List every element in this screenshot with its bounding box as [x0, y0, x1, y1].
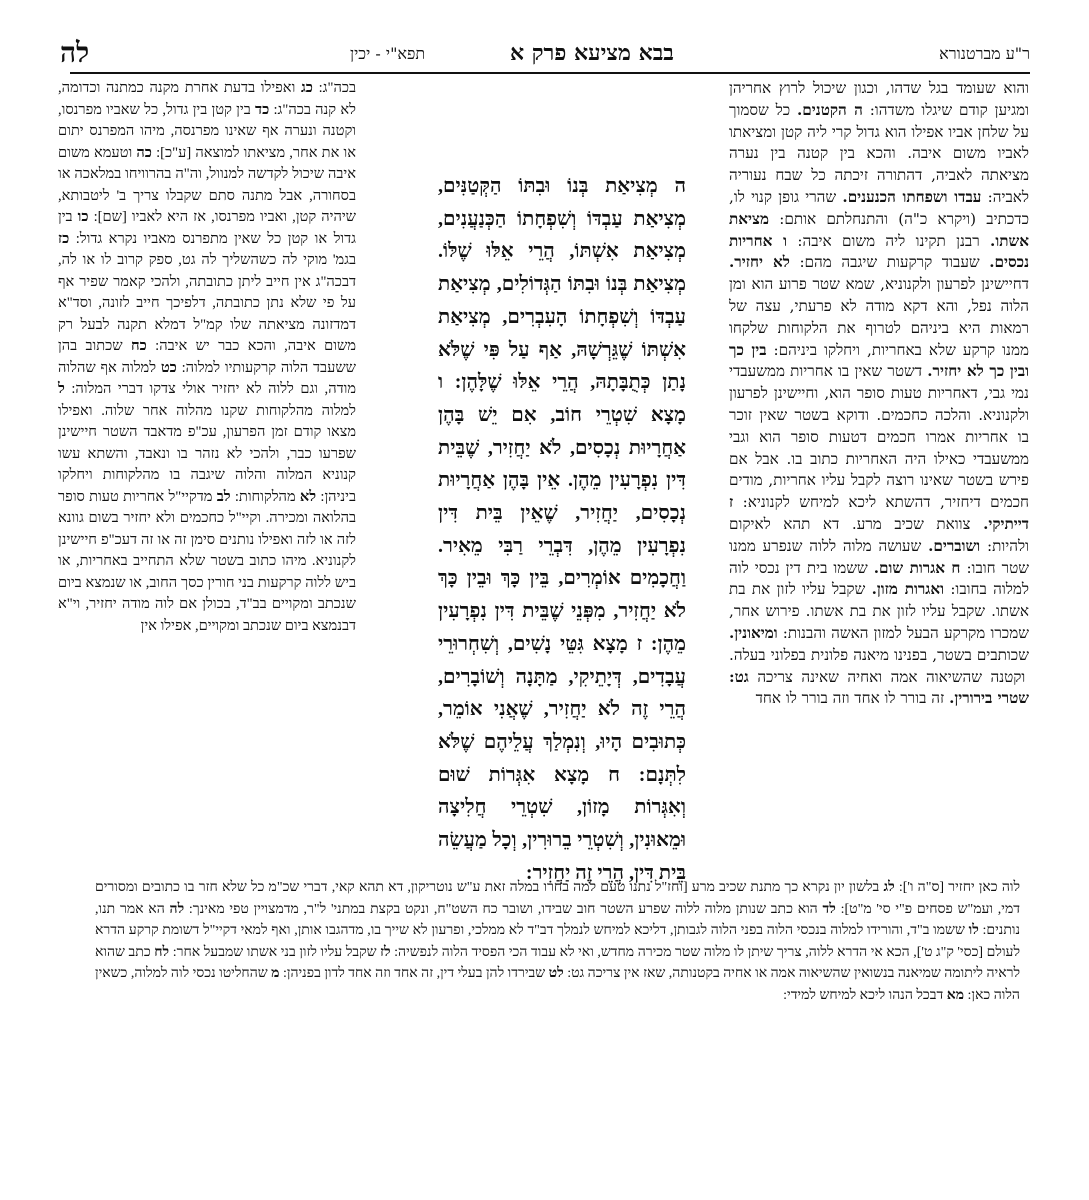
yachin-para: [169, 945, 390, 960]
mishnah-number: ז: [636, 632, 643, 655]
para-lead: מ: [271, 966, 280, 981]
para-text: למלוה אף שהלוה מודה, וגם ללוה לא יחזיר אולי צדקו דברי המלוה:: [58, 359, 356, 397]
mishnah-number: ח: [608, 763, 620, 786]
para-text: שקבל עליו לזון את בת אשתו. שקבל עליו לזון את בת אשתו. פירוש אחר, שמכרו מקרקע הבעל למזון האשה והבנות:: [729, 580, 1029, 642]
para-lead: ומיאונין.: [729, 623, 778, 642]
page-header: [60, 38, 1030, 72]
para-lead: לד: [822, 901, 836, 917]
para-text: בין קטן בין גדול, כל שאביו מפרנסו, וקטנה ונערה אף שאינו מפרנסה, מיהו המפרנס יתום או את אחר, מציאתו למוצאה [ע"כ]:: [58, 101, 356, 161]
para-text: שבירדו להן בעלי דין, זה אחד וזה אחד לדון בפניהן:: [283, 966, 549, 981]
para-text: שהרי גופן קנוי לו, כדכתיב (ויקרא כ"ה) והתנחלתם אותם:: [729, 187, 1029, 228]
para-text: שעבוד קרקעות שיגבה מהם:: [799, 253, 990, 272]
yachin-para: [184, 902, 836, 917]
para-lead: לח: [154, 944, 170, 960]
yachin-bottom-block: [95, 877, 1020, 1006]
para-text: שקבל עליו לזון בני אשתו שמבעל אחר:: [172, 944, 381, 960]
para-text: זה בורר לו אחד וזה בורר לו אחד: [755, 689, 950, 708]
para-lead: לא יחזיר.: [729, 253, 790, 272]
para-lead: כג: [300, 80, 313, 96]
para-lead: ואגרות מזון.: [871, 580, 944, 599]
para-lead: גט:: [729, 667, 749, 686]
para-lead: כה: [136, 144, 152, 161]
tractate-title: בבא מציעא פרק א: [510, 40, 674, 66]
para-text: דשטר שאין בו אחריות ממשעבדי נמי גבי, דאחריות טעות סופר הוא, וחיישינן לפרעון ולקנוניא. והלכה כחכמים. ודוקא בשטר שאין זוכר בו אחריות אמרו חכמים דטעות סופר הוא וגבי ממשעבדי כאילו היה האחריות כתוב בו. אבל אם פירש בשטר שאינו רוצה לקבל עליו אחריות, מודים חכמים דיחזיר, דהשתא ליכא למיחש לקנוניא:: [729, 362, 1030, 512]
para-lead: לה: [169, 901, 185, 917]
para-text: מדקיי"ל אחריות טעות סופר בהלואה ומכירה. וקיי"ל כחכמים ולא יחזיר בשום גוונא לזה או לזה ואפילו נותנים סימן זה או זה דעכ"פ חיישינן לקנוניא. מיהו כתוב בשטר שלא התחייב באחריות, או ביש ללוה קרקעות בני חורין כסך החוב, או שנמצא ביום שנכתב ומקויים בב"ד, בכולן אם לוה מודה יחזיר, וי"א דבנמצא ביום שנכתב ומקויים, אפילו אין: [58, 488, 356, 634]
para-lead: לו: [968, 923, 979, 938]
bartenura-para: [729, 341, 1029, 512]
mishnah-number: ו: [438, 371, 444, 394]
para-text: כל שסמוך על שלחן אביו אפילו הוא גדול קרי ליה קטן ומציאתו לאביו משום איבה. והכא בין קטנה בין נערה מציאתה לאביה, דהתורה זיכתה כל שבח נעוריה לאביה:: [729, 100, 1029, 206]
yachin-para: [279, 966, 563, 981]
para-text: צוואת שכיב מרע. דא תהא לאיקום ולהיות:: [729, 514, 1029, 555]
para-lead: ושוברים.: [928, 536, 981, 555]
para-text: בלשון יון נקרא כך מתנת שכיב מרע [וחז"ל נתנו טעם למה בחרו במלה זאת ע"ש נוטריקון, דא תהא קאי, דברי שכ"מ כל שלא חזר בו כתובים ומסורים דמי, ועמ"ש פסחים פ"י סי' מ"ט]:: [95, 880, 1020, 917]
mishnah-column: [438, 170, 687, 884]
para-text: דחיישינן לפרעון ולקנוניא, שמא שטר פרוע הוא ומן הלוה נפל, והא דקא מודה לא פרעתי, עצה של רמאות היא ביניהם לטרוף את הלקוחות שלקחו ממנו קרקע שלא באחריות, ויחלקו ביניהם:: [729, 275, 1029, 359]
bartenura-para: [756, 689, 1029, 707]
para-text: בגמ' מוקי לה כשהשליך לה גט, ספק קרוב לו או לה, דבכה"ג אין חייב ליתן כתובתה, ולהכי קאמר שפיר אף על פי שלא נתן כתובתה, דלפיכך חייב לזונה, וסד"א דמדזונה מציאתה שלו קמ"ל דמלא תקנה לבעל רק משום איבה, והכא כבר יש איבה:: [58, 252, 356, 354]
para-lead: ו אחריות נכסים.: [729, 231, 1030, 272]
para-text: דבכל הנהו ליכא למיחש למידי:: [783, 987, 947, 1003]
yachin-para: [58, 381, 356, 505]
para-text: ששמו ב"ד, והורידו למלוה בנכסי הלוה בפני הלוה לגבותן, דליכא למיחש לנמלך דב"ד לא ממלכי, ופרעון לא שייך בו, מדהגבו אותן, ואף למאי דקיי"ל דשומת קרקע הדרא לעולם [כסי' ק"ג ט'], הכא אי הדרא ללוה, צריך שיתן לו מלוה שטר מכירה מחדש, ואי לא עבוד הכי הפסיד הלוה לנפשיה:: [95, 923, 1020, 960]
para-lead: כד: [255, 101, 270, 118]
para-lead: לא: [299, 488, 317, 505]
yachin-column: [58, 78, 356, 868]
yachin-para: [313, 80, 356, 96]
commentary-title: ר"ע מברטנורא: [939, 44, 1030, 63]
para-text: מהלקוחות:: [234, 488, 300, 505]
para-text: שהחליטו נכסי לוה למלוה, כשאין הלוה כאן:: [95, 966, 1020, 1003]
para-text: למלוה מהלקוחות שקנו מהלוה אחר שלוה. ואפילו מצאו קודם זמן הפרעון, עכ"פ מדאבד השטר חיישינן שפרעו כבר, ולהכי לא נזהר בו ונאבד, והשתא עשו קנוניא המלוה והלוה שיגבה בו מהלקוחות ויחלקו ביניהן:: [58, 402, 357, 505]
para-text: ואפילו בדעת אחרת מקנה כמתנה וכדומה, לא קנה בכה"ג:: [58, 80, 356, 118]
para-lead: ח אגרות שום.: [873, 558, 961, 577]
yachin-para: [783, 988, 964, 1003]
para-text: ששמו בית דין נכסי לוה למלוה בחובו:: [729, 558, 1029, 599]
para-text: בין גדול או קטן כל שאין מתפרנס מאביו נקרא גדול:: [58, 209, 356, 247]
para-lead: מא: [946, 987, 965, 1003]
para-text: רבנן תקינו ליה משום איבה:: [797, 231, 991, 250]
page-number: לה: [60, 38, 90, 69]
bartenura-para: [729, 668, 749, 686]
running-head-left: תפא"י - יכין: [350, 44, 426, 63]
mishnah-para: [438, 371, 686, 655]
para-lead: כו: [77, 209, 89, 225]
mishnah-text: מָצָא אִגְּרוֹת שׁוּם וְאִגְּרוֹת מָזוֹן, שִׁטְרֵי חֲלִיצָה וּמֵאוּנִין, וְשִׁטְרֵי בֵרוּרִין, וְכָל מַעֲשֵׂה בֵּית דִּין, הֲרֵי זֶה יַחֲזִיר:: [438, 763, 686, 884]
para-lead: עבדו ושפחתו הכנענים.: [842, 187, 982, 206]
para-text: הוא כתב שנותן מלוה ללוה שפרע השטר חוב שבידו, ושובר כח השט"ח, ונקט בקצת במתני' ל"ר, מדמצויין טפי מאינך:: [188, 901, 823, 917]
mishnah-text: מְצִיאַת בְּנוֹ וּבִתּוֹ הַקְּטַנִּים, מְצִיאַת עַבְדּוֹ וְשִׁפְחָתוֹ הַכְּנַעֲנִים, מְצִיאַת אִשְׁתּוֹ, הֲרֵי אֵלּוּ שֶׁלּוֹ. מְצִיאַת בְּנוֹ וּבִתּוֹ הַגְּדוֹלִים, מְצִיאַת עַבְדּוֹ וְשִׁפְחָתוֹ הָעִבְרִים, מְצִיאַת אִשְׁתּוֹ שֶׁגֵּרְשָׁהּ, אַף עַל פִּי שֶׁלֹּא נָתַן כְּתֻבָּתָהּ, הֲרֵי אֵלּוּ שֶׁלָּהֶן:: [438, 175, 687, 394]
para-lead: ז דייתיקי.: [729, 493, 1029, 533]
yachin-para: [58, 489, 356, 634]
mishnah-para: [438, 175, 686, 393]
para-lead: לט: [548, 966, 564, 981]
header-rule: [70, 72, 1030, 74]
para-text: בכה"ג:: [318, 80, 357, 96]
yachin-para: [58, 231, 356, 355]
bartenura-column: [729, 78, 1029, 868]
para-text: לוה כאן יחזיר [ס"ה ו']:: [898, 880, 1021, 895]
para-text: שכותבים בשטר, בפנינו מיאנה פלונית בפלוני בעלה. וקטנה שהשיאוה אמה ואחיה שאינה צריכה: [729, 645, 1029, 686]
mishnah-text: מָצָא גִּטֵּי נָשִׁים, וְשִׁחְרוּרֵי עֲבָדִים, דְּיָתֵיקִי, מַתָּנָה וְשׁוֹבָרִים, הֲרֵי זֶה לֹא יַחֲזִיר, שֶׁאֲנִי אוֹמֵר, כְּתוּבִים הָיוּ, וְנִמְלַךְ עֲלֵיהֶם שֶׁלֹּא לִתְּנָם:: [438, 632, 686, 786]
para-lead: לז: [380, 944, 391, 960]
mishnah-number: ה: [674, 175, 686, 197]
mishnah-text: מָצָא שִׁטְרֵי חוֹב, אִם יֵשׁ בָּהֶן אַחֲרָיוּת נְכָסִים, לֹא יַחֲזִיר, שֶׁבֵּית דִּין נִפְרָעִין מֵהֶן. אֵין בָּהֶן אַחֲרָיוּת נְכָסִים, יַחֲזִיר, שֶׁאֵין בֵּית דִּין נִפְרָעִין מֵהֶן, דִּבְרֵי רַבִּי מֵאִיר. וַחֲכָמִים אוֹמְרִים, בֵּין כָּךְ וּבֵין כָּךְ לֹא יַחֲזִיר, מִפְּנֵי שֶׁבֵּית דִּין נִפְרָעִין מֵהֶן:: [438, 403, 686, 655]
para-lead: בין כך ובין כך לא יחזיר.: [729, 340, 1029, 381]
para-text: שכתוב בהן ששעבד הלוה קרקעותיו למלוה:: [58, 338, 356, 376]
para-lead: כט: [160, 359, 177, 376]
para-lead: לב: [216, 488, 231, 505]
para-text: והוא שעומד בגל שדהו, וכגון שיכול לרוץ אחריהן ומגיען קודם שיגלו משדהו:: [729, 79, 1029, 119]
para-lead: כז: [58, 230, 70, 247]
para-text: שעושה מלוה ללוה שנפרע ממנו שטר חובו:: [729, 536, 1030, 577]
para-lead: ל: [58, 381, 65, 397]
para-text: הא אמר תנו, נותנים:: [95, 901, 1020, 938]
yachin-para: [895, 880, 1020, 895]
yachin-para: [231, 489, 317, 505]
para-text: כתב שהוא לראיה ליתומה שמיאנה בנשואין שהשיאוה אמה או אחיה בקטנותה, שאז אין צריכה גט:: [95, 944, 1021, 981]
para-lead: שטרי בירורין.: [949, 689, 1029, 708]
para-text: וטעמא משום איבה שיכול לקדשה למנוול, וה"ה בהרוויחו במלאכה או בסחורה, אבל מתנה סתם שקבלו צריך ב' ליטבותא, שיהיה קטן, ואביו מפרנסו, אז היא לאביו [שם]:: [58, 144, 357, 225]
para-lead: ה הקטנים.: [797, 100, 863, 119]
para-lead: לג: [883, 880, 895, 895]
para-lead: מציאת אשתו.: [729, 209, 1029, 250]
para-lead: כח: [131, 338, 147, 354]
